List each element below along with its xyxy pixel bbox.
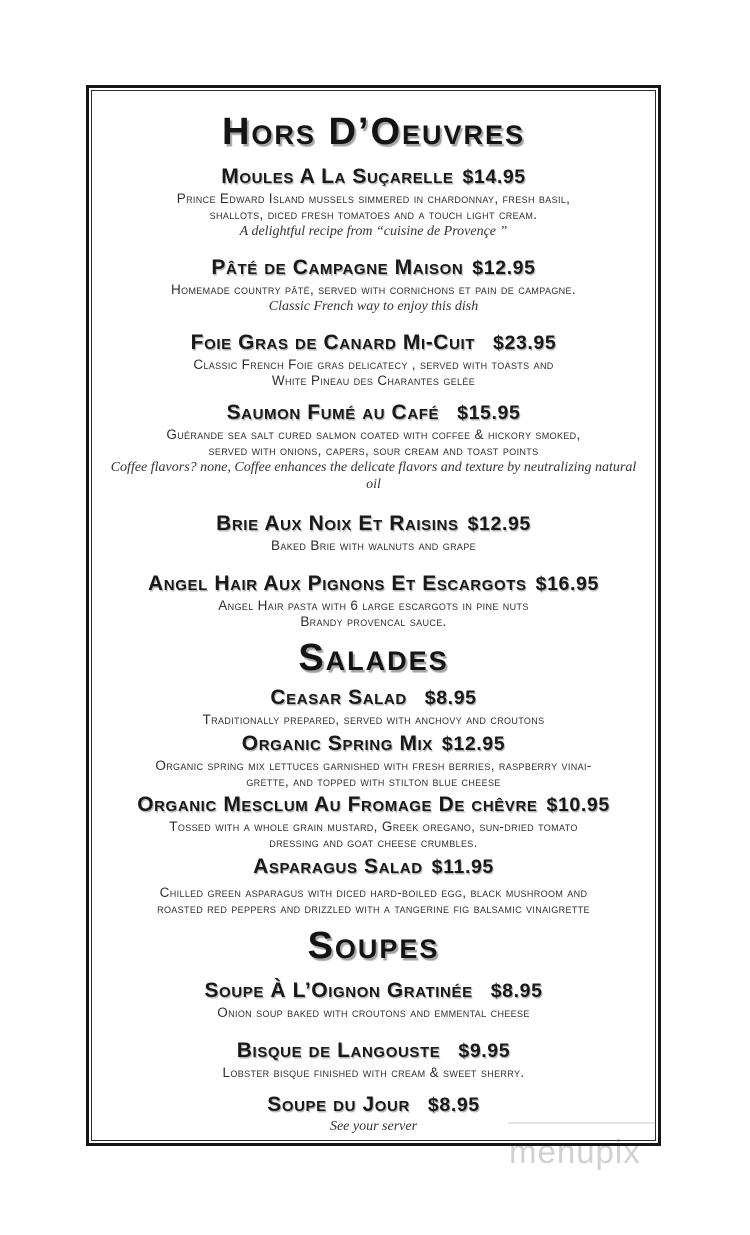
item-name: Ceasar Salad [270, 686, 407, 710]
item-description-line: Brandy provencal sauce. [300, 614, 447, 630]
item-description-line: Baked Brie with walnuts and grape [271, 537, 476, 553]
item-title [102, 1039, 645, 1063]
menu-item-bisque [102, 1039, 645, 1081]
item-description-line: Prince Edward Island mussels simmered in chardonnay, fresh basil, [176, 190, 571, 206]
item-price: $12.95 [441, 732, 506, 755]
item-description-line: served with onions, capers, sour cream and toast points [208, 442, 539, 458]
item-name: Asparagus Salad [253, 854, 423, 878]
item-price: $8.95 [424, 687, 477, 710]
menu-item-angel-hair [102, 572, 645, 631]
section-title-salades: Salades [298, 636, 449, 679]
item-description-line: White Pineau des Charantes gelée [271, 373, 476, 389]
item-price: $12.95 [467, 512, 531, 535]
item-title [102, 1093, 645, 1117]
item-description-line: roasted red peppers and drizzled with a tangerine fig balsamic vinaigrette [157, 900, 590, 916]
item-price: $14.95 [462, 165, 526, 188]
item-price: $10.95 [546, 794, 610, 817]
item-price: $11.95 [431, 855, 494, 878]
section-title-hors-doeuvres: Hors D’Oeuvres [221, 111, 526, 153]
watermark-text: menupix [509, 1133, 641, 1170]
item-name: Pâté de Campagne Maison [211, 256, 464, 279]
menu-item-pate [102, 256, 645, 316]
item-title [102, 572, 645, 596]
item-price: $15.95 [457, 401, 521, 424]
section-salades [102, 637, 645, 918]
item-description-line: Chilled green asparagus with diced hard-boiled egg, black mushroom and [159, 884, 588, 900]
menu-item-mesclum [102, 793, 645, 852]
item-name: Moules A La Suçarelle [221, 164, 454, 188]
menu-item-spring-mix [102, 732, 645, 791]
item-title [102, 979, 645, 1003]
item-price: $16.95 [535, 573, 599, 596]
menu-item-saumon [102, 401, 645, 494]
menu-content-area [91, 90, 656, 1141]
item-title [102, 256, 645, 280]
item-description-line: Lobster bisque finished with cream & sweet sherry. [222, 1065, 525, 1081]
item-price: $8.95 [427, 1093, 480, 1116]
menu-item-foie-gras [102, 331, 645, 390]
section-soupes [102, 925, 645, 1135]
item-title [102, 686, 645, 710]
item-description-line: Homemade country pâté, served with cornichons et pain de campagne. [171, 282, 576, 298]
menu-border-frame [86, 85, 661, 1146]
item-title [102, 401, 645, 425]
item-note: See your server [329, 1118, 418, 1134]
item-description-line: Angel Hair pasta with 6 large escargots in pine nuts [218, 598, 529, 614]
item-name: Angel Hair Aux Pignons Et Escargots [148, 572, 527, 596]
item-price: $9.95 [458, 1040, 511, 1063]
item-description-line: dressing and goat cheese crumbles. [269, 835, 478, 851]
item-description-line: shallots, diced fresh tomatoes and a touch light cream. [209, 207, 538, 223]
item-note: A delightful recipe from “cuisine de Provençe ” [239, 224, 508, 240]
section-hors-doeuvres [102, 111, 645, 631]
item-price: $12.95 [472, 257, 536, 279]
item-title [102, 331, 645, 355]
item-name: Foie Gras de Canard Mi-Cuit [190, 331, 476, 355]
item-name: Soupe À L’Oignon Gratinée [204, 978, 473, 1002]
item-description-line: Traditionally prepared, served with anchovy and croutons [202, 712, 545, 728]
item-price: $23.95 [493, 332, 557, 355]
menu-item-oignon [102, 979, 645, 1021]
menu-item-brie [102, 512, 645, 554]
item-name: Bisque de Langouste [236, 1039, 441, 1063]
item-name: Organic Mesclum Au Fromage De chêvre [137, 793, 538, 817]
item-description-line: Classic French Foie gras delicatecy , served with toasts and [193, 357, 554, 373]
item-name: Soupe du Jour [267, 1092, 410, 1116]
menu-item-ceasar [102, 686, 645, 728]
item-title [102, 512, 645, 536]
section-title-soupes: Soupes [307, 925, 440, 968]
item-title [102, 165, 645, 189]
item-description-line: Organic spring mix lettuces garnished with fresh berries, raspberry vinai- [155, 757, 592, 773]
item-name: Saumon Fumé au Café [226, 400, 440, 424]
item-name: Brie Aux Noix Et Raisins [216, 511, 459, 535]
item-description-line: Onion soup baked with croutons and emmental cheese [217, 1004, 530, 1020]
item-title [102, 855, 645, 879]
item-description-line: Tossed with a whole grain mustard, Greek oregano, sun-dried tomato [169, 819, 578, 835]
item-description-line: grette, and topped with stilton blue cheese [246, 773, 501, 789]
menu-item-soupe-du-jour [102, 1093, 645, 1136]
item-description-line: Guérande sea salt cured salmon coated with coffee & hickory smoked, [166, 426, 581, 442]
item-title [102, 732, 645, 756]
item-note: Classic French way to enjoy this dish [268, 299, 479, 315]
item-name: Organic Spring Mix [241, 731, 433, 755]
item-price: $8.95 [490, 979, 543, 1002]
menu-item-asparagus [102, 855, 645, 918]
item-note: Coffee flavors? none, Coffee enhances the delicate flavors and texture by neutralizing natural oil [110, 460, 637, 492]
menu-item-moules [102, 165, 645, 241]
item-title [102, 793, 645, 817]
